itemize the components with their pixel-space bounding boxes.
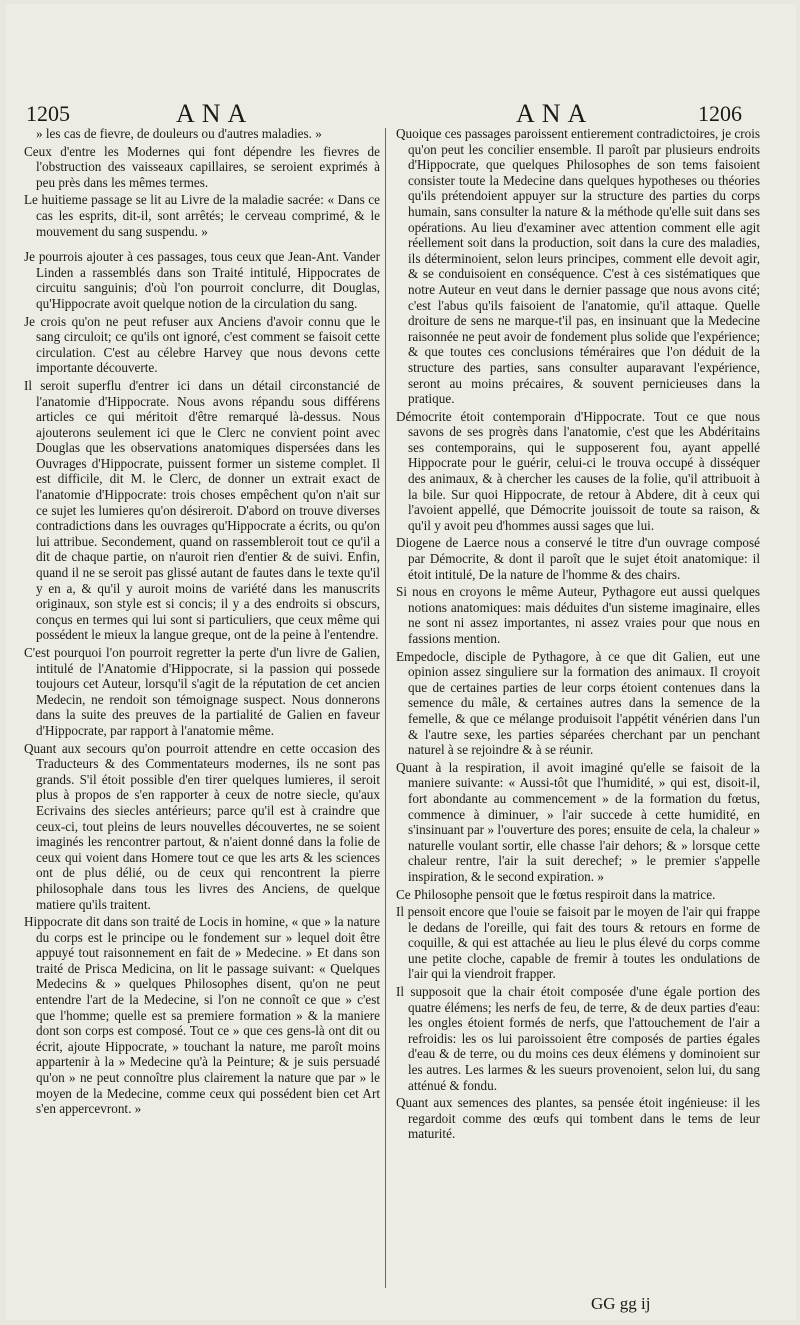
- book-page: [6, 4, 796, 1320]
- column-divider: [385, 128, 386, 1288]
- page-number-right: 1206: [698, 101, 742, 126]
- text-column-right: [396, 126, 760, 1144]
- paragraph: Ceux d'entre les Modernes qui font dépendre les fievres de l'obstruction des vaisseaux capillaires, se seroient exprimés à peu près dans les mêmes termes.: [24, 143, 380, 190]
- headword-right: ANA: [516, 99, 594, 128]
- paragraph: Quant aux semences des plantes, sa pensée étoit ingénieuse: il les regardoit comme des œufs qui tombent dans le tems de leur maturité.: [396, 1095, 760, 1142]
- paragraph: Diogene de Laerce nous a conservé le titre d'un ouvrage composé par Démocrite, & dont il paroît que le sujet étoit anatomique: il étoit intitulé, De la nature de l'homme & des chairs.: [396, 535, 760, 582]
- paragraph: Empedocle, disciple de Pythagore, à ce que dit Galien, eut une opinion assez singuliere sur la formation des animaux. Il croyoit que de certaines parties de leur corps étoient contenues dans la semence du mâle, & certaines autres dans la semence de la femelle, & que ce mélange produisoit l'appétit vénérien dans l'un & l'autre sexe, les parties séparées cherchant par un penchant naturel à se rejoindre & à se réunir.: [396, 648, 760, 758]
- paragraph: Ce Philosophe pensoit que le fœtus respiroit dans la matrice.: [396, 886, 716, 902]
- paragraph: » les cas de fievre, de douleurs ou d'autres maladies. »: [36, 126, 322, 141]
- paragraph: Il pensoit encore que l'ouie se faisoit par le moyen de l'air qui frappe le dedans de l'oreille, qui fait des tours & retours en forme de coquille, & qui est attachée au lieu le plus élevé du corps comme une petite cloche, capable de fremir à toutes les ondulations de l'air qui la viendroit frapper.: [396, 904, 760, 982]
- headword-left: ANA: [176, 99, 254, 128]
- paragraph: Quant à la respiration, il avoit imaginé qu'elle se faisoit de la maniere suivante: « Aussi-tôt que l'humidité, » qui est, disoit-il, fort abondante au commencement » de la formation du fœtus, commence à diminuer, » l'air succede à cette humidité, en s'insinuant par » l'ouverture des pores; ensuite de cela, la chaleur » naturelle voulant sortir, elle chasse l'air dehors; & » lorsque cette chaleur rentre, l'air la suit derechef; » le premier s'appelle inspiration, & le second expiration. »: [396, 759, 760, 884]
- paragraph: Si nous en croyons le même Auteur, Pythagore eut aussi quelques notions anatomiques: mais déduites d'un sisteme imaginaire, elles ne sont ni assez importantes, ni assez vraies pour que nous en fassions mention.: [396, 584, 760, 646]
- running-header: [26, 99, 742, 129]
- paragraph: Quant aux secours qu'on pourroit attendre en cette occasion des Traducteurs & des Commentateurs modernes, ils ne sont pas grands. S'il étoit possible d'en tirer quelques lumieres, il seroit plus à propos de s'en rapporter à ceux de notre siecle, qu'aux Ecrivains des siecles antérieurs; parce qu'il est à craindre que ceux-ci, tout pleins de leurs nouvelles découvertes, ne se soient imaginés les rencontrer partout, & n'aient donné dans la folie de ceux qui voient dans Homere tout ce que les arts & les sciences ont de plus délié, ou de ceux qui rencontrent la pierre philosophale dans tous les livres des Anciens, de quelque matiere qu'ils traitent.: [24, 740, 380, 912]
- paragraph: Quoique ces passages paroissent entierement contradictoires, je crois qu'on peut les concilier ensemble. Il paroît par plusieurs endroits d'Hippocrate, que quelques Philosophes de son tems faisoient consister toute la Medecine dans quelques hypotheses ou théories qu'ils prétendoient appuyer sur la structure des parties du corps humain, sans consulter la nature & la méthode qu'elle suit dans ses opérations. Au lieu d'examiner avec attention comment elle agit réellement soit dans la production, soit dans la cure des maladies, ils déterminoient, selon leurs principes, comment elle devoit agir, & se conduisoient en conséquence. C'est à ces sistématiques que notre Auteur en veut dans le dernier passage que nous avons cité; c'est l'abus qu'ils faisoient de l'anatomie, qu'il attaque. Quelle droiture de sens ne marque-t'il pas, en insinuant que la Medecine raisonnée ne peut avoir de fondement plus solide que l'expérience; & que toutes ces conclusions téméraires que l'on déduit de la structure des parties, sans consulter auparavant l'expérience, seront au moins précaires, & souvent pernicieuses dans la pratique.: [396, 126, 760, 407]
- paragraph: Je crois qu'on ne peut refuser aux Anciens d'avoir connu que le sang circuloit; ce qu'ils ont ignoré, c'est comment se faisoit cette circulation. C'est au célebre Harvey que nous devons cette importante découverte.: [24, 313, 380, 376]
- paragraph: Le huitieme passage se lit au Livre de la maladie sacrée: « Dans ce cas les esprits, dit-il, sont arrêtés; le cerveau comprimé, & le mouvement du sang suspendu. »: [24, 192, 380, 239]
- paragraph: Démocrite étoit contemporain d'Hippocrate. Tout ce que nous savons de ses progrès dans l'anatomie, c'est que les Abdéritains ses contemporains, qui le supposerent fou, ayant appellé Hippocrate pour le guérir, celui-ci le trouva occupé à disséquer des animaux, & à chercher les causes de la folie, qu'il attribuoit à la bile. Sur quoi Hippocrate, de retour à Abdere, dit à ceux qui l'avoient appellé, que Démocrite jouissoit de toute sa raison, & qu'il y avoit peu d'hommes aussi sages que lui.: [396, 408, 760, 533]
- page-number-left: 1205: [26, 101, 70, 126]
- paragraph: Il supposoit que la chair étoit composée d'une égale portion des quatre élémens; les nerfs de feu, de terre, & de deux parties d'eau: les ongles étoient formés de nerfs, que l'attouchement de l'air a refroidis: les os lui paroissoient être composés de parties égales d'eau & de terre, ou du moins ces deux élémens y dominoient sur les autres. Les larmes & les sueurs provenoient, selon lui, du sang atténué & fondu.: [396, 984, 760, 1093]
- paragraph: Je pourrois ajouter à ces passages, tous ceux que Jean-Ant. Vander Linden a rassemblés dans son Traité intitulé, Hippocrates de circuitu sanguinis; d'où l'on pourroit conclurre, dit Douglas, qu'Hippocrate avoit quelque notion de la circulation du sang.: [24, 249, 380, 311]
- paragraph: Hippocrate dit dans son traité de Locis in homine, « que » la nature du corps est le principe ou le fondement sur » lequel doit être appuyé tout raisonnement en fait de » Medecine. » Et dans son traité de Prisca Medicina, on lit le passage suivant: « Quelques Medecins & » quelques Philosophes disent, qu'on ne peut entendre l'art de la Medecine, si l'on ne connoît ce que » c'est que l'homme; quelle est sa premiere formation » & la maniere dont son corps est composé. Tout ce » que ces gens-là ont dit ou écrit, ajoute Hippocrate, » touchant la nature, me paroît moins appartenir à la » Medecine qu'à la Peinture; & je suis persuadé qu'on » ne peut connoître plus clairement la nature que par » le moyen de la Medecine, comme ceux qui possédent bien cet Art s'en appercevront. »: [24, 914, 380, 1117]
- paragraph: Il seroit superflu d'entrer ici dans un détail circonstancié de l'anatomie d'Hippocrate. Nous avons répandu sous différens articles ce qui méritoit d'être remarqué là-dessus. Nous ajouterons seulement ici que le Clerc ne convient point avec Douglas que les observations anatomiques dispersées dans les Ouvrages d'Hippocrate, puissent former un sisteme complet. Il est difficile, dit M. le Clerc, de donner un extrait exact de l'anatomie d'Hippocrate: trois choses empêchent qu'on n'ait sur ce sujet les lumieres qu'on désireroit. D'abord on trouve diverses contradictions dans les ouvrages qu'Hippocrate a écrits, ou qu'on lui attribue. Secondement, quand on rassembleroit tout ce qu'il a dit de chaque partie, on n'auroit rien d'entier & de suivi. Enfin, quand il ne se seroit pas glissé autant de fautes dans le texte qu'il y en a, & qu'il y auroit moins de variété dans les manuscrits originaux, son style est si concis; il y a des endroits si obscurs, conçus en termes qui lui sont si particuliers, que ceux même qui possédent le mieux la langue greque, ont de la peine à l'entendre.: [24, 377, 380, 643]
- signature-mark: GG gg ij: [591, 1294, 651, 1313]
- paragraph: C'est pourquoi l'on pourroit regretter la perte d'un livre de Galien, intitulé de l'Anatomie d'Hippocrate, si la passion qui possede toujours cet Auteur, lorsqu'il s'agit de la réputation de cet ancien Medecin, ne rendoit son témoignage suspect. Nous donnerons dans la suite des preuves de la partialité de Galien en faveur d'Hippocrate, par rapport à l'anatomie même.: [24, 645, 380, 738]
- text-column-left: [24, 126, 380, 1119]
